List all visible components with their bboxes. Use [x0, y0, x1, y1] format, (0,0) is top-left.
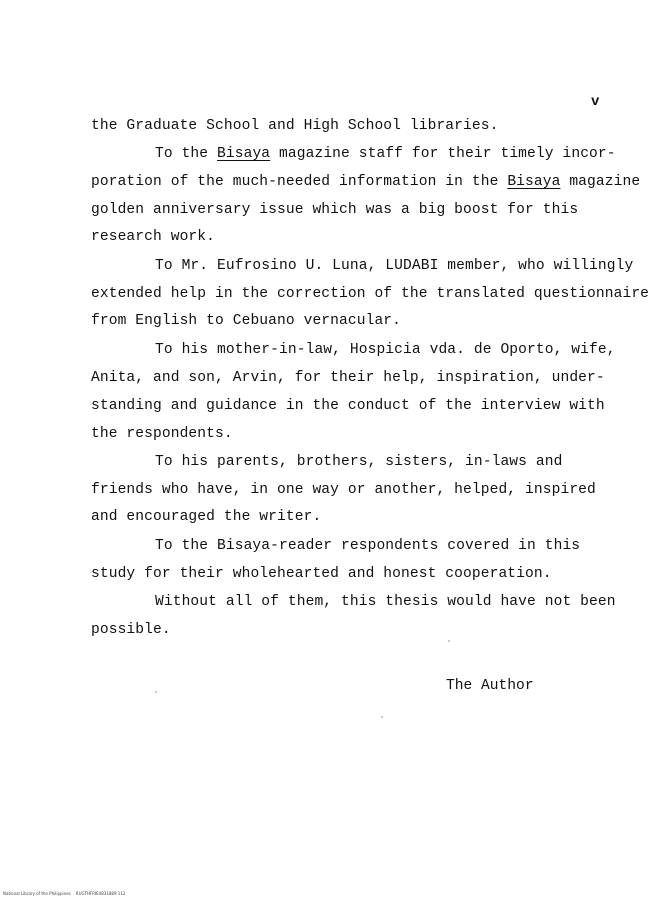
text-line: possible.	[91, 622, 171, 638]
underlined-word: Bisaya	[217, 146, 271, 162]
text-line: Without all of them, this thesis would have not been	[155, 594, 616, 610]
text-line: the Graduate School and High School libraries.	[91, 118, 499, 134]
text-line: poration of the much-needed information in the Bisaya magazine	[91, 174, 641, 190]
text-line: Anita, and son, Arvin, for their help, inspiration, under-	[91, 370, 605, 386]
text-line: and encouraged the writer.	[91, 509, 322, 525]
text-line: To the Bisaya-reader respondents covered in this	[155, 538, 581, 554]
scan-speck	[448, 640, 450, 642]
signature-line: The Author	[446, 678, 534, 694]
text-line: from English to Cebuano vernacular.	[91, 313, 402, 329]
text-line: research work.	[91, 229, 216, 245]
text-line: golden anniversary issue which was a big boost for this	[91, 202, 579, 218]
scan-speck	[381, 716, 383, 718]
scan-footer: National Library of the Philippines RUGTHFRIE4831889 112	[3, 891, 126, 896]
scan-speck	[155, 691, 157, 693]
text-line: To Mr. Eufrosino U. Luna, LUDABI member, who willingly	[155, 258, 634, 274]
text-line: To his mother-in-law, Hospicia vda. de Oporto, wife,	[155, 342, 616, 358]
text-line: extended help in the correction of the translated questionnaire	[91, 286, 650, 302]
page-number: v	[591, 94, 600, 110]
text-line: friends who have, in one way or another, helped, inspired	[91, 482, 596, 498]
underlined-word: Bisaya	[507, 174, 561, 190]
text-line: To his parents, brothers, sisters, in-laws and	[155, 454, 563, 470]
text-line: standing and guidance in the conduct of the interview with	[91, 398, 605, 414]
text-line: study for their wholehearted and honest cooperation.	[91, 566, 552, 582]
text-line: To the Bisaya magazine staff for their timely incor-	[155, 146, 616, 162]
text-line: the respondents.	[91, 426, 233, 442]
